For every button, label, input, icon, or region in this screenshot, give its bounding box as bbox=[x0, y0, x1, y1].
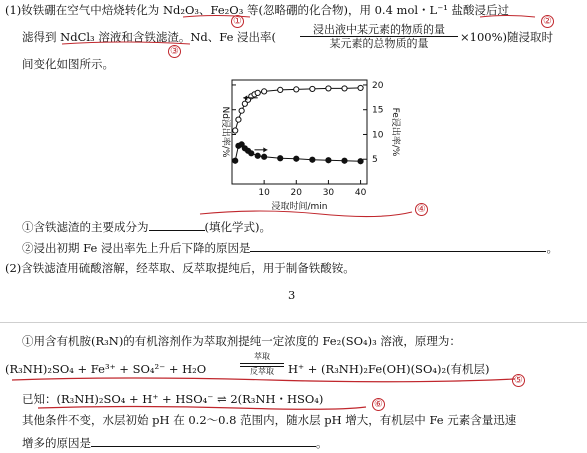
equation-right: H⁺ + (R₃NH)₂Fe(OH)(SO₄)₂(有机层) bbox=[288, 362, 490, 376]
data-point bbox=[278, 87, 283, 92]
data-point bbox=[310, 157, 315, 162]
p2-line5-pre: 增多的原因是 bbox=[22, 436, 91, 450]
page-separator bbox=[0, 322, 587, 323]
data-point bbox=[255, 90, 260, 95]
q2-text: (2)含铁滤渣用硫酸溶解，经萃取、反萃取提纯后，用于制备铁酸铵。 bbox=[5, 261, 355, 275]
q1-sub2 bbox=[22, 240, 558, 255]
answer-blank-2[interactable] bbox=[250, 240, 546, 252]
data-point bbox=[239, 108, 244, 113]
fraction-numerator: 浸出液中某元素的物质的量 bbox=[300, 23, 458, 37]
data-point bbox=[294, 87, 299, 92]
data-point bbox=[294, 156, 299, 161]
data-point bbox=[236, 117, 241, 122]
red-underline-5 bbox=[10, 374, 530, 386]
leach-rate-chart bbox=[0, 72, 587, 292]
x-tick-label: 30 bbox=[322, 188, 335, 198]
mark-2: ② bbox=[541, 15, 554, 28]
data-point bbox=[342, 158, 347, 163]
data-point bbox=[326, 86, 331, 91]
q1-sub2-pre: ②浸出初期 Fe 浸出率先上升后下降的原因是 bbox=[22, 241, 251, 255]
arrow-label-extract: 萃取 bbox=[254, 352, 270, 361]
equation-left: (R₃NH)₂SO₄ + Fe³⁺ + SO₄²⁻ + H₂O bbox=[5, 362, 207, 376]
x-axis-label: 浸取时间/min bbox=[271, 202, 328, 212]
arrow-head-right bbox=[263, 147, 267, 152]
y-right-tick-label: 20 bbox=[372, 80, 384, 91]
data-point bbox=[358, 159, 363, 164]
mark-1: ① bbox=[231, 15, 244, 28]
p2-line4: 其他条件不变，水层初始 pH 在 0.2～0.8 范围内，随水层 pH 增大，有机层中 Fe 元素含量迅速 bbox=[22, 413, 517, 427]
arrow-label-back-extract: 反萃取 bbox=[250, 367, 274, 376]
data-point bbox=[233, 128, 238, 133]
mark-5: ⑤ bbox=[512, 374, 525, 387]
q1-line2 bbox=[22, 30, 276, 44]
page-number: 3 bbox=[288, 288, 296, 302]
data-point bbox=[342, 86, 347, 91]
p2-line5-post: 。 bbox=[316, 436, 328, 450]
y-right-tick-label: 10 bbox=[372, 130, 384, 141]
answer-blank-1[interactable] bbox=[149, 219, 205, 231]
q1-line2-tail: ×100%)随浸取时 bbox=[460, 30, 553, 44]
mark-6: ⑥ bbox=[372, 398, 385, 411]
q1-line2-text: 滤得到 NdCl₃ 溶液和含铁滤渣。Nd、Fe 浸出率( bbox=[22, 30, 277, 44]
answer-blank-3[interactable] bbox=[91, 435, 316, 447]
x-tick-label: 20 bbox=[290, 188, 303, 198]
x-tick-label: 40 bbox=[354, 188, 367, 198]
data-point bbox=[262, 89, 267, 94]
data-point bbox=[278, 156, 283, 161]
mark-4: ④ bbox=[415, 203, 428, 216]
leach-rate-fraction bbox=[300, 23, 458, 50]
data-point bbox=[326, 158, 331, 163]
red-underline-6 bbox=[36, 403, 376, 413]
data-point bbox=[233, 158, 238, 163]
q1-sub2-post: 。 bbox=[546, 241, 558, 255]
q1-line1: (1)钕铁硼在空气中焙烧转化为 Nd₂O₃、Fe₂O₃ 等(忽略硼的化合物)，用 0.4 mol・L⁻¹ 盐酸浸后过 bbox=[5, 3, 510, 17]
y-right-tick-label: 15 bbox=[372, 105, 384, 116]
y-right-axis-label: Fe浸出率/% bbox=[390, 107, 400, 157]
y-left-axis-label: Nd浸出率/% bbox=[220, 106, 230, 158]
q1-sub1 bbox=[22, 219, 271, 234]
data-point bbox=[310, 86, 315, 91]
data-point bbox=[262, 154, 267, 159]
fraction-denominator: 某元素的总物质的量 bbox=[329, 37, 429, 50]
q1-sub1-post: (填化学式)。 bbox=[204, 220, 271, 234]
p2-line5 bbox=[22, 435, 328, 450]
x-tick-label: 10 bbox=[258, 188, 270, 198]
mark-3: ③ bbox=[168, 45, 181, 58]
q1-line3: 间变化如图所示。 bbox=[22, 57, 114, 71]
data-point bbox=[358, 85, 363, 90]
data-point bbox=[249, 151, 254, 156]
known-condition: 已知：(R₃NH)₂SO₄ + H⁺ + HSO₄⁻ ⇌ 2(R₃NH・HSO₄) bbox=[22, 392, 324, 406]
data-point bbox=[255, 153, 260, 158]
y-right-tick-label: 5 bbox=[372, 155, 378, 166]
p2-line1: ①用含有机胺(R₃N)的有机溶剂作为萃取剂提纯一定浓度的 Fe₂(SO₄)₃ 溶液，原理为： bbox=[22, 334, 461, 348]
q1-sub1-pre: ①含铁滤渣的主要成分为 bbox=[22, 220, 149, 234]
